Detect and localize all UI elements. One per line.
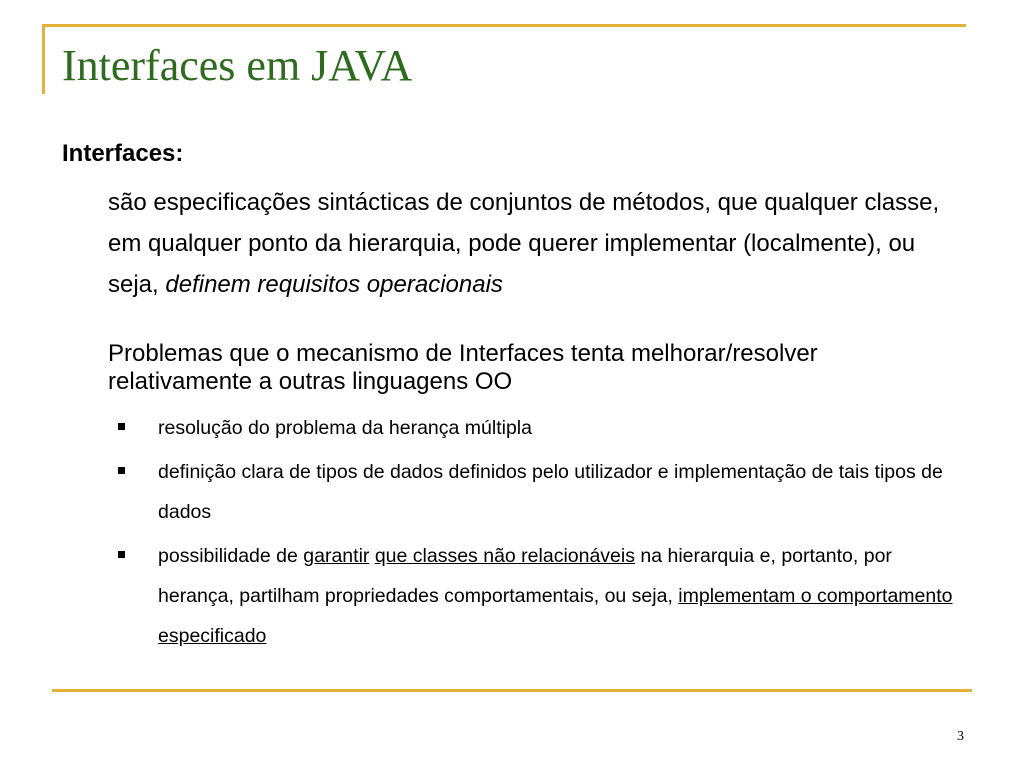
underlined-unrelated-classes: que classes não relacionáveis (374, 545, 635, 567)
slide-title: Interfaces em JAVA (62, 41, 413, 90)
page-number: 3 (957, 729, 964, 744)
bullet-list (118, 408, 968, 660)
title-rule-vertical (42, 24, 45, 94)
square-bullet-icon (118, 423, 125, 430)
definition-text: são especificações sintácticas de conjuntos de métodos, que qualquer classe, em qualquer ponto da hierarquia, pode querer implementar (localmente), ou seja, (108, 189, 940, 298)
bullet-text-prefix: possibilidade de (158, 545, 304, 567)
list-item (118, 452, 968, 532)
section-heading: Interfaces: (62, 140, 184, 167)
underlined-guarantee: garantir (303, 545, 370, 567)
underlined-implement-behaviour: implementam o comportamento especificado (158, 585, 953, 647)
square-bullet-icon (118, 467, 125, 474)
problems-paragraph: Problemas que o mecanismo de Interfaces tenta melhorar/resolver relativamente a outras linguagens OO (108, 340, 818, 395)
bullet-text-middle: na hierarquia e, portanto, por herança, partilham propriedades comportamentais, ou seja, (158, 545, 892, 607)
list-item (118, 408, 968, 448)
bullet-text: definição clara de tipos de dados definidos pelo utilizador e implementação de tais tipos de dados (158, 461, 943, 523)
square-bullet-icon (118, 551, 125, 558)
footer-rule (52, 689, 972, 692)
definition-emphasis: definem requisitos operacionais (165, 271, 503, 298)
list-item (118, 536, 968, 656)
bullet-text: resolução do problema da herança múltipla (158, 417, 532, 439)
definition-paragraph (108, 182, 968, 305)
title-rule-horizontal (42, 24, 966, 27)
